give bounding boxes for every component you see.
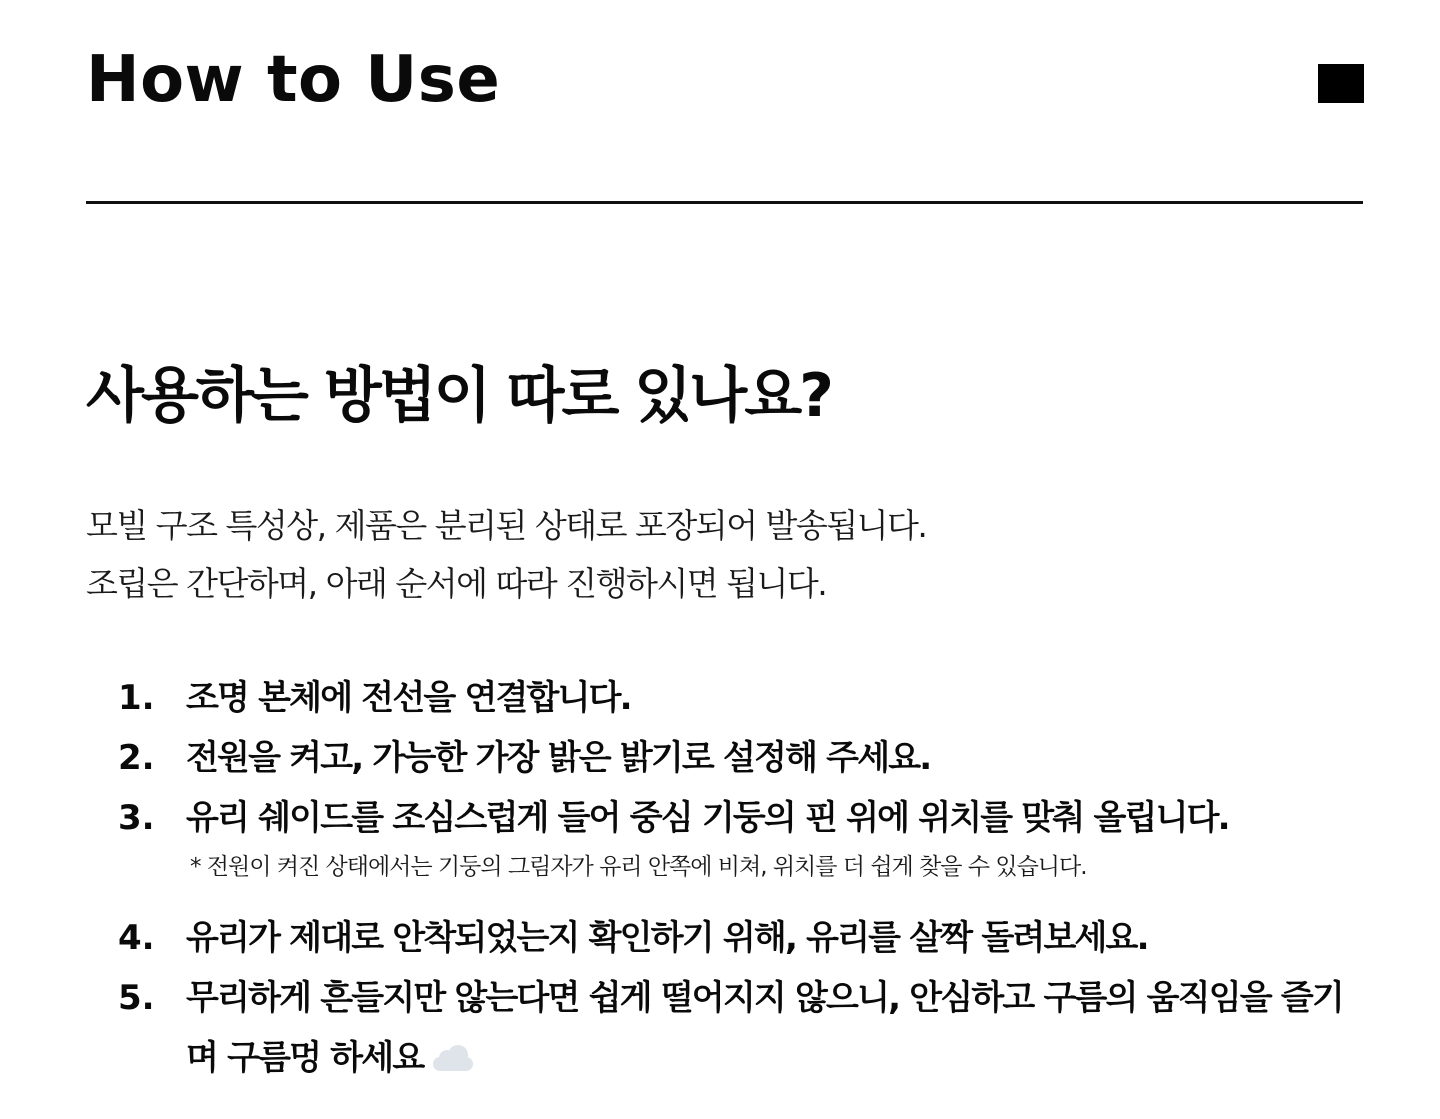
black-square-icon[interactable] (1318, 64, 1364, 103)
step-number: 4. (118, 918, 155, 958)
intro-text (86, 497, 926, 613)
step-4 (118, 908, 1378, 968)
header-divider (86, 201, 1363, 204)
cloud-icon (431, 1045, 475, 1071)
step-text: 전원을 켜고, 가능한 가장 밝은 밝기로 설정해 주세요. (186, 738, 931, 778)
steps-list (118, 668, 1378, 1088)
step-3 (118, 788, 1378, 848)
page-header (86, 40, 1364, 120)
section-question: 사용하는 방법이 따로 있나요? (86, 361, 831, 431)
step-text: 무리하게 흔들지만 않는다면 쉽게 떨어지지 않으니, 안심하고 구름의 움직임을 즐기며 구름멍 하세요 (186, 978, 1343, 1078)
intro-line-1: 모빌 구조 특성상, 제품은 분리된 상태로 포장되어 발송됩니다. (86, 506, 927, 545)
step-text: 조명 본체에 전선을 연결합니다. (186, 678, 631, 718)
step-text: 유리가 제대로 안착되었는지 확인하기 위해, 유리를 살짝 돌려보세요. (186, 918, 1148, 958)
step-number: 1. (118, 678, 155, 718)
step-1 (118, 668, 1378, 728)
step-5 (118, 968, 1378, 1088)
step-2 (118, 728, 1378, 788)
intro-line-2: 조립은 간단하며, 아래 순서에 따라 진행하시면 됩니다. (86, 564, 827, 603)
step-number: 2. (118, 738, 155, 778)
step-text: 유리 쉐이드를 조심스럽게 들어 중심 기둥의 핀 위에 위치를 맞춰 올립니다. (186, 798, 1229, 838)
step-number: 5. (118, 978, 155, 1018)
page-title: How to Use (86, 43, 501, 117)
step-3-note: * 전원이 켜진 상태에서는 기둥의 그림자가 유리 안쪽에 비쳐, 위치를 더 쉽게 찾을 수 있습니다. (190, 854, 1087, 880)
step-number: 3. (118, 798, 155, 838)
